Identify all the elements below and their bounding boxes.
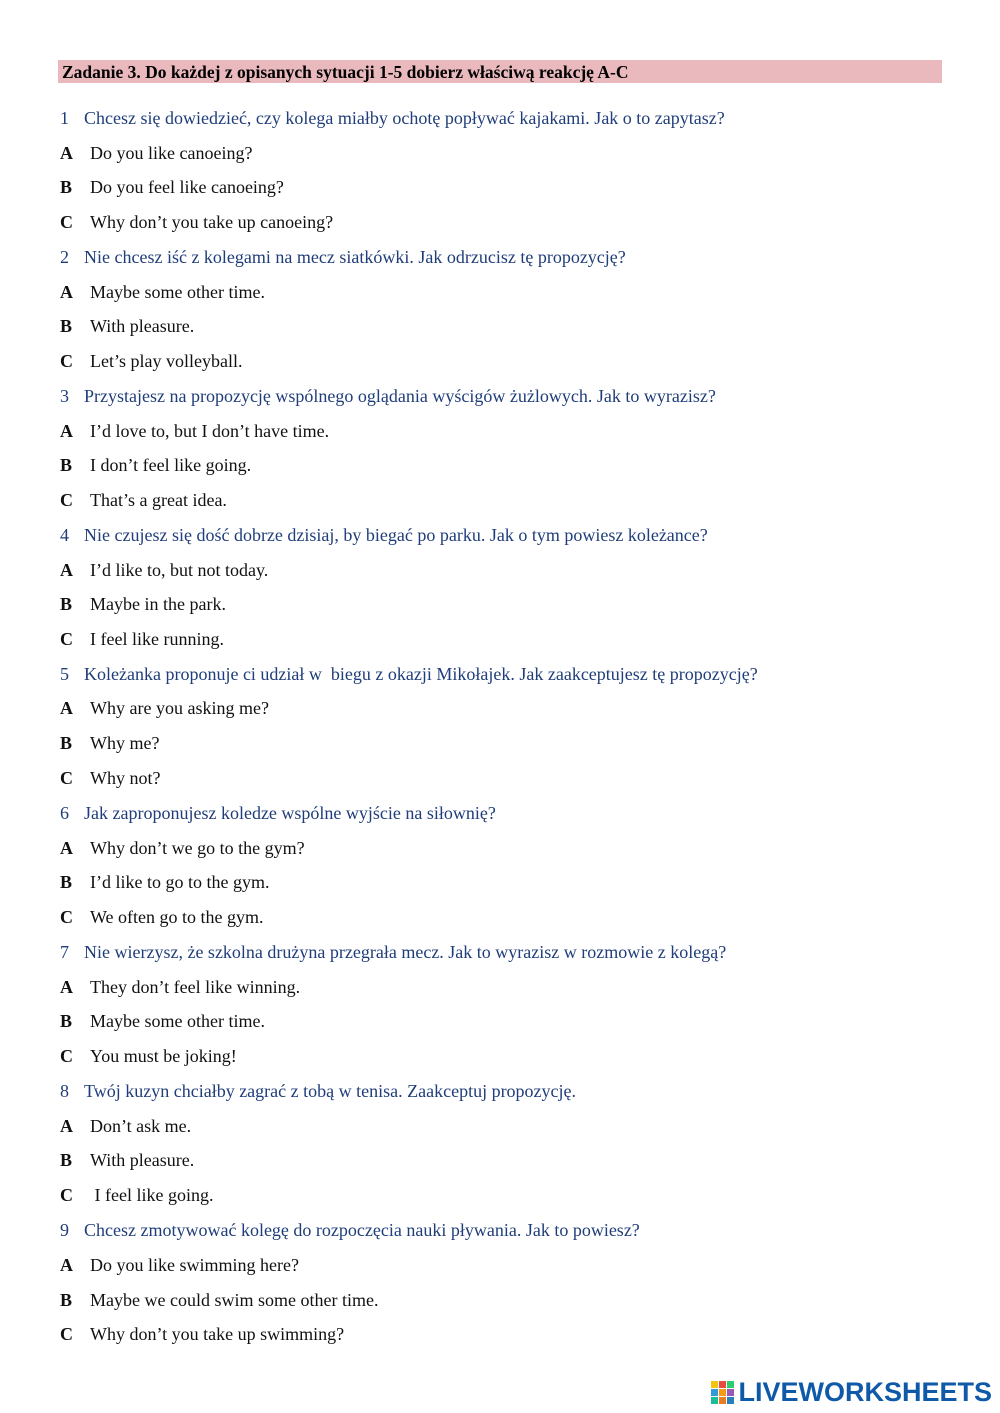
- option-text: I feel like running.: [90, 629, 224, 649]
- option-letter: B: [60, 316, 73, 336]
- question-text: Nie wierzysz, że szkolna drużyna przegrała mecz. Jak to wyrazisz w rozmowie z kolegą?: [84, 942, 727, 962]
- option-text: Why are you asking me?: [90, 698, 269, 718]
- question-prompt: [60, 663, 758, 685]
- option-letter: C: [60, 351, 73, 371]
- option-text: Why not?: [90, 768, 161, 788]
- option-text: Do you like canoeing?: [90, 143, 253, 163]
- answer-option[interactable]: [60, 1010, 265, 1032]
- option-text: Why don’t we go to the gym?: [90, 838, 305, 858]
- answer-option[interactable]: [60, 837, 305, 859]
- answer-option[interactable]: [60, 1115, 191, 1137]
- option-text: Maybe we could swim some other time.: [90, 1290, 379, 1310]
- question-text: Koleżanka proponuje ci udział w biegu z okazji Mikołajek. Jak zaakceptujesz tę propozycję?: [84, 664, 758, 684]
- question-prompt: [60, 246, 626, 268]
- answer-option[interactable]: [60, 559, 268, 581]
- option-text: Don’t ask me.: [90, 1116, 192, 1136]
- answer-option[interactable]: [60, 350, 242, 372]
- answer-option[interactable]: [60, 906, 264, 928]
- option-letter: C: [60, 768, 73, 788]
- question-text: Nie chcesz iść z kolegami na mecz siatkówki. Jak odrzucisz tę propozycję?: [84, 247, 626, 267]
- option-letter: B: [60, 1290, 73, 1310]
- option-text: Maybe in the park.: [90, 594, 226, 614]
- answer-option[interactable]: [60, 1289, 378, 1311]
- liveworksheets-logo[interactable]: [711, 1379, 992, 1405]
- question-number: 7: [60, 942, 69, 962]
- option-letter: B: [60, 594, 73, 614]
- option-letter: A: [60, 143, 73, 163]
- answer-option[interactable]: [60, 1254, 299, 1276]
- question-prompt: [60, 1219, 640, 1241]
- option-letter: A: [60, 421, 73, 441]
- answer-option[interactable]: [60, 732, 159, 754]
- option-text: Why don’t you take up canoeing?: [90, 212, 334, 232]
- option-text: You must be joking!: [90, 1046, 237, 1066]
- answer-option[interactable]: [60, 454, 251, 476]
- answer-option[interactable]: [60, 1149, 194, 1171]
- option-letter: A: [60, 282, 73, 302]
- option-text: With pleasure.: [90, 316, 195, 336]
- question-number: 1: [60, 108, 69, 128]
- option-letter: A: [60, 838, 73, 858]
- answer-option[interactable]: [60, 767, 160, 789]
- question-text: Nie czujesz się dość dobrze dzisiaj, by biegać po parku. Jak o tym powiesz koleżance?: [84, 525, 708, 545]
- option-text: Why me?: [90, 733, 160, 753]
- option-letter: C: [60, 907, 73, 927]
- answer-option[interactable]: [60, 628, 224, 650]
- option-letter: C: [60, 1324, 73, 1344]
- liveworksheets-logo-icon: [711, 1381, 734, 1404]
- answer-option[interactable]: [60, 1323, 344, 1345]
- question-text: Jak zaproponujesz koledze wspólne wyjście na siłownię?: [84, 803, 496, 823]
- option-text: I’d like to, but not today.: [90, 560, 269, 580]
- option-letter: C: [60, 212, 73, 232]
- option-text: They don’t feel like winning.: [90, 977, 301, 997]
- question-number: 2: [60, 247, 69, 267]
- task-heading: Zadanie 3. Do każdej z opisanych sytuacji 1-5 dobierz właściwą reakcję A-C: [62, 62, 629, 82]
- question-text: Przystajesz na propozycję wspólnego oglądania wyścigów żużlowych. Jak to wyrazisz?: [84, 386, 716, 406]
- answer-option[interactable]: [60, 315, 194, 337]
- logo-wordmark: LIVEWORKSHEETS: [738, 1377, 992, 1407]
- answer-option[interactable]: [60, 142, 252, 164]
- option-text: I feel like going.: [90, 1185, 214, 1205]
- answer-option[interactable]: [60, 176, 284, 198]
- option-letter: C: [60, 629, 73, 649]
- option-text: That’s a great idea.: [90, 490, 227, 510]
- question-text: Chcesz zmotywować kolegę do rozpoczęcia nauki pływania. Jak to powiesz?: [84, 1220, 640, 1240]
- option-letter: A: [60, 698, 73, 718]
- option-letter: B: [60, 455, 73, 475]
- option-text: I’d like to go to the gym.: [90, 872, 270, 892]
- option-text: Why don’t you take up swimming?: [90, 1324, 345, 1344]
- question-prompt: [60, 802, 496, 824]
- question-prompt: [60, 941, 726, 963]
- option-letter: A: [60, 1116, 73, 1136]
- answer-option[interactable]: [60, 211, 333, 233]
- answer-option[interactable]: [60, 1045, 237, 1067]
- answer-option[interactable]: [60, 281, 265, 303]
- option-text: Maybe some other time.: [90, 1011, 265, 1031]
- answer-option[interactable]: [60, 976, 300, 998]
- question-number: 6: [60, 803, 69, 823]
- question-number: 3: [60, 386, 69, 406]
- question-prompt: [60, 524, 708, 546]
- option-letter: B: [60, 1011, 73, 1031]
- question-number: 9: [60, 1220, 69, 1240]
- option-letter: A: [60, 977, 73, 997]
- option-letter: A: [60, 560, 73, 580]
- option-letter: A: [60, 1255, 73, 1275]
- option-text: Do you like swimming here?: [90, 1255, 299, 1275]
- answer-option[interactable]: [60, 1184, 213, 1206]
- answer-option[interactable]: [60, 489, 227, 511]
- option-letter: C: [60, 1046, 73, 1066]
- answer-option[interactable]: [60, 871, 269, 893]
- question-prompt: [60, 385, 716, 407]
- answer-option[interactable]: [60, 593, 226, 615]
- option-text: I’d love to, but I don’t have time.: [90, 421, 330, 441]
- option-letter: C: [60, 1185, 73, 1205]
- option-text: Let’s play volleyball.: [90, 351, 243, 371]
- answer-option[interactable]: [60, 697, 269, 719]
- option-text: I don’t feel like going.: [90, 455, 252, 475]
- question-number: 8: [60, 1081, 69, 1101]
- option-letter: B: [60, 733, 73, 753]
- option-text: We often go to the gym.: [90, 907, 264, 927]
- option-letter: B: [60, 872, 73, 892]
- question-text: Twój kuzyn chciałby zagrać z tobą w tenisa. Zaakceptuj propozycję.: [84, 1081, 577, 1101]
- question-number: 4: [60, 525, 69, 545]
- option-letter: B: [60, 1150, 73, 1170]
- question-text: Chcesz się dowiedzieć, czy kolega miałby ochotę popływać kajakami. Jak o to zapytasz?: [84, 108, 725, 128]
- answer-option[interactable]: [60, 420, 329, 442]
- question-prompt: [60, 1080, 576, 1102]
- question-number: 5: [60, 664, 69, 684]
- option-text: Maybe some other time.: [90, 282, 265, 302]
- option-text: With pleasure.: [90, 1150, 195, 1170]
- question-prompt: [60, 107, 725, 129]
- option-letter: B: [60, 177, 73, 197]
- option-text: Do you feel like canoeing?: [90, 177, 284, 197]
- option-letter: C: [60, 490, 73, 510]
